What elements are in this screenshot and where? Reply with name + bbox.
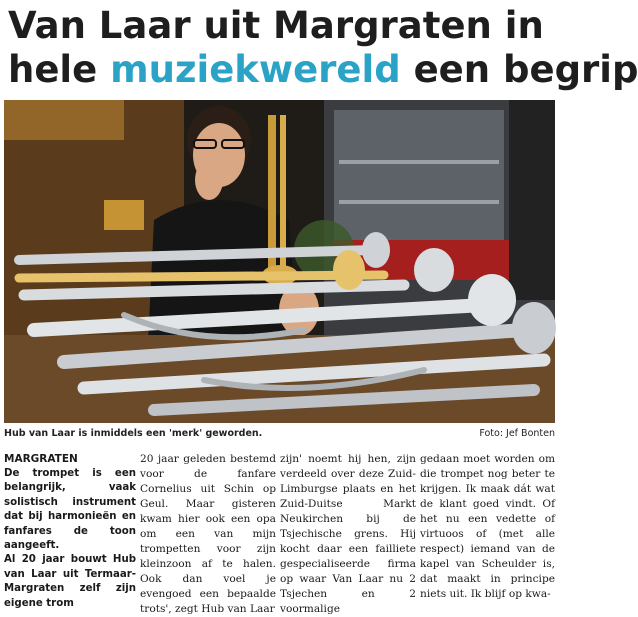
headline-line-1: Van Laar uit Margraten in: [8, 4, 544, 47]
headline-line-2: [8, 48, 638, 92]
column-4-text: gedaan moet worden om die trompet nog beter te krijgen. Ik maak dát wat de klant goed vindt. Of het nu een vedette of virtuoos of (met alle respect) iemand van de kapel van Scheulder is, dat maakt in principe niets uit. Ik blijf op kwa-: [420, 453, 555, 600]
column-2: [140, 452, 276, 617]
photo-caption: Hub van Laar is inmiddels een 'merk' geworden.: [4, 428, 263, 439]
dateline: MARGRATEN: [4, 453, 78, 465]
article-body: [4, 452, 555, 615]
lead-paragraph-1: De trompet is een belangrijk, vaak solistisch instrument dat bij harmonieën en fanfares de toon aangeeft.: [4, 468, 136, 552]
column-1: [4, 452, 136, 617]
caption-row: [4, 428, 555, 442]
lead-paragraph-2: Al 20 jaar bouwt Hub van Laar uit Termaar-Margraten zelf zijn eigene trom: [4, 554, 136, 609]
column-3: [280, 452, 416, 617]
trumpet-maker-photo: [4, 100, 555, 423]
headline-accent-word: muziekwereld: [110, 48, 401, 91]
photo-credit: Foto: Jef Bonten: [479, 428, 555, 439]
headline-line-2-pre: hele: [8, 48, 111, 91]
column-3-text: zijn' noemt hij hen, zijn verdeeld over deze Zuid-Limburgse plaats en het Zuid-Duitse Markt Neukirchen bij de Tsjechische grens. Hij kocht daar een failliete gespecialiseerde firma op waar Van Laar nu 2 Tsjechen en 2 voormalige: [280, 453, 416, 615]
column-2-text: 20 jaar geleden bestemd voor de fanfare Cornelius uit Schin op Geul. Maar gisteren kwam hier ook een opa om een van mijn trompetten voor zijn kleinzoon af te halen. Ook dan voel je evengoed een bepaalde trots', zegt Hub van Laar: [140, 453, 276, 615]
headline: [8, 4, 638, 92]
article-photo: [4, 100, 555, 423]
column-4: [420, 452, 555, 617]
headline-line-2-post: een begrip: [400, 48, 638, 91]
